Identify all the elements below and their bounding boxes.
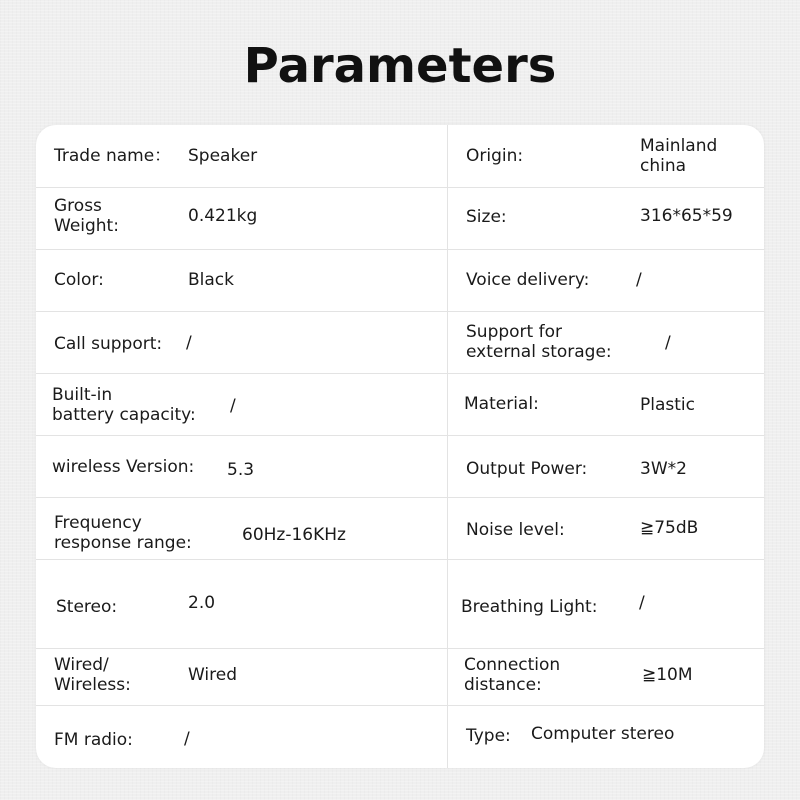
type-value: Computer stereo xyxy=(531,724,675,744)
material-value: Plastic xyxy=(640,395,695,415)
origin-value: Mainland china xyxy=(640,136,718,176)
frequency-response-label: Frequency response range: xyxy=(54,513,192,553)
voice-delivery-label: Voice delivery: xyxy=(466,270,590,290)
page-title: Parameters xyxy=(243,38,557,94)
wireless-version-label: wireless Version: xyxy=(52,457,195,477)
table-row xyxy=(36,311,764,374)
fm-radio-label: FM radio: xyxy=(54,730,133,750)
gross-weight-label: Gross Weight: xyxy=(54,196,119,236)
table-row xyxy=(36,559,764,649)
breathing-light-value: / xyxy=(639,593,645,613)
call-support-label: Call support: xyxy=(54,334,163,354)
external-storage-value: / xyxy=(665,333,671,353)
trade-name-label: Trade name： xyxy=(54,146,172,166)
stereo-label: Stereo: xyxy=(56,597,118,617)
table-row xyxy=(36,187,764,250)
material-label: Material: xyxy=(464,394,539,414)
table-row xyxy=(36,125,764,188)
color-value: Black xyxy=(188,270,234,290)
size-value: 316*65*59 xyxy=(640,206,733,226)
table-row xyxy=(36,373,764,436)
table-row xyxy=(36,649,764,706)
output-power-label: Output Power: xyxy=(466,459,588,479)
trade-name-value: Speaker xyxy=(188,146,258,166)
gross-weight-value: 0.421kg xyxy=(188,206,258,226)
battery-capacity-label: Built-in battery capacity: xyxy=(52,385,196,425)
parameters-table xyxy=(36,125,764,768)
table-row xyxy=(36,435,764,498)
noise-level-label: Noise level: xyxy=(466,520,565,540)
noise-level-value: ≧75dB xyxy=(640,518,699,538)
color-label: Color: xyxy=(54,270,104,290)
connection-distance-label: Connection distance: xyxy=(464,655,561,695)
table-row xyxy=(36,706,764,768)
wireless-version-value: 5.3 xyxy=(227,460,255,480)
connection-distance-value: ≧10M xyxy=(642,665,693,685)
type-label: Type: xyxy=(466,726,511,746)
breathing-light-label: Breathing Light: xyxy=(461,597,598,617)
origin-label: Origin: xyxy=(466,146,524,166)
frequency-response-value: 60Hz-16KHz xyxy=(242,525,346,545)
output-power-value: 3W*2 xyxy=(640,459,687,479)
size-label: Size: xyxy=(466,207,507,227)
wired-wireless-value: Wired xyxy=(188,665,238,685)
table-row xyxy=(36,249,764,312)
table-row xyxy=(36,497,764,560)
battery-capacity-value: / xyxy=(230,396,236,416)
stereo-value: 2.0 xyxy=(188,593,216,613)
wired-wireless-label: Wired/ Wireless: xyxy=(54,655,131,695)
call-support-value: / xyxy=(186,333,192,353)
voice-delivery-value: / xyxy=(636,270,642,290)
fm-radio-value: / xyxy=(184,729,190,749)
external-storage-label: Support for external storage: xyxy=(466,322,612,362)
